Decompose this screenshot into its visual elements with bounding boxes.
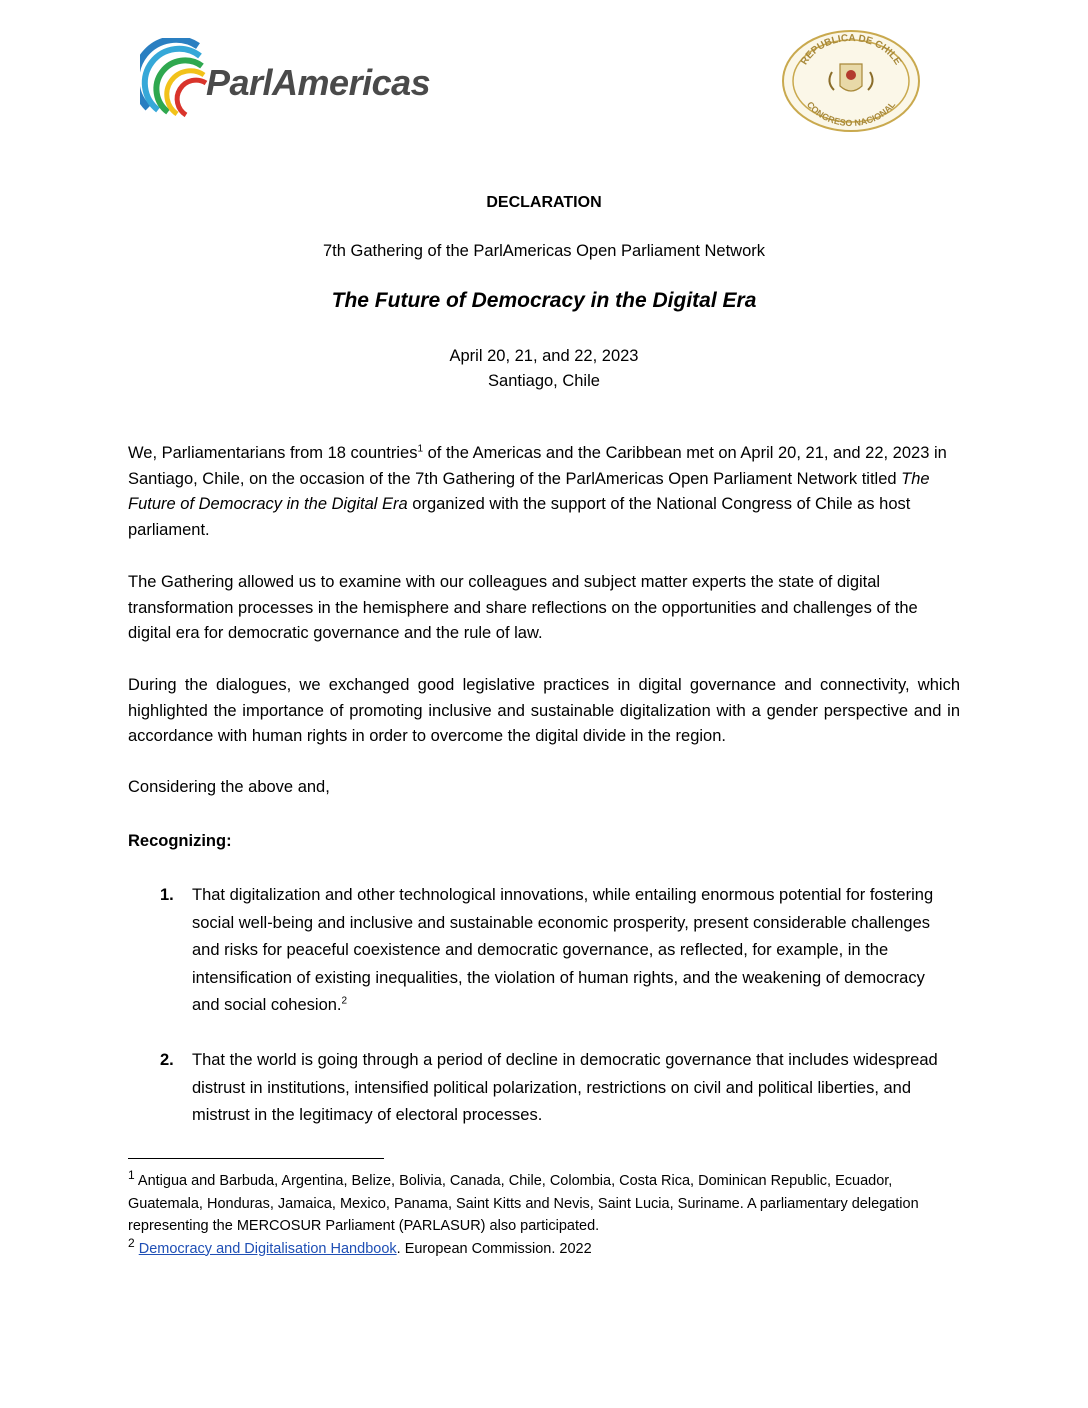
list-item-2-text: That the world is going through a period of decline in democratic governance that includes widespread distrust in institutions, intensified political polarization, restrictions on civil and political liberties, and mistrust in the legitimacy of electoral processes. (192, 1051, 938, 1124)
footnote-ref-1[interactable]: 1 (417, 443, 424, 455)
footnote-ref-2[interactable]: 2 (341, 995, 348, 1007)
date-place-block (0, 344, 1088, 394)
footnote-1-mark: 1 (128, 1168, 135, 1183)
recognizing-heading: Recognizing: (128, 832, 232, 850)
dialogues-paragraph: During the dialogues, we exchanged good legislative practices in digital governance and connectivity, which highlighted the importance of promoting inclusive and sustainable digitalization with a gender perspective and in accordance with human rights in order to overcome the digital divide in the region. (128, 676, 960, 745)
declaration-label: DECLARATION (486, 194, 602, 211)
parlamericas-arcs-icon (140, 38, 210, 123)
congreso-chile-seal (780, 28, 922, 134)
handbook-link[interactable]: Democracy and Digitalisation Handbook (138, 1240, 397, 1257)
list-item-text (192, 882, 947, 1020)
footnote-2-mark: 2 (128, 1235, 135, 1250)
list-item-1-text: That digitalization and other technological innovations, while entailing enormous potential for fostering social well-being and inclusive and sustainable economic prosperity, present considerable challenges and risks for peaceful coexistence and democratic governance, as reflected, for example, in the intensification of existing inequalities, the violation of human rights, and the weakening of democracy and social cohesion. (192, 886, 934, 1014)
list-item-number: 1. (160, 886, 174, 904)
p1-part-c: organized with the support of the National Congress of Chile as host parliament. (128, 495, 911, 539)
gathering-paragraph: The Gathering allowed us to examine with our colleagues and subject matter experts the state of digital transformation processes in the hemisphere and share reflections on the opportunities and challenges of the digital era for democratic governance and the rule of law. (128, 573, 918, 642)
footnotes (128, 1170, 928, 1260)
considering-paragraph: Considering the above and, (128, 778, 330, 796)
seal-icon (780, 28, 922, 134)
list-item-number: 2. (160, 1051, 174, 1069)
footnote-2 (128, 1235, 928, 1261)
footnote-divider (128, 1158, 384, 1159)
seal-top-text: REPUBLICA DE CHILE (798, 32, 904, 67)
intro-paragraph (128, 441, 960, 543)
logo-wordmark: ParlAmericas (206, 62, 431, 103)
parlamericas-logo (140, 38, 460, 123)
footnote-1 (128, 1170, 928, 1238)
date-line: April 20, 21, and 22, 2023 (449, 347, 639, 365)
gathering-line: 7th Gathering of the ParlAmericas Open Parliament Network (322, 242, 766, 260)
footnote-2-text: . European Commission. 2022 (396, 1240, 592, 1257)
place-line: Santiago, Chile (488, 372, 600, 390)
p1-part-a: We, Parliamentarians from 18 countries (128, 444, 418, 462)
document-title: The Future of Democracy in the Digital Era (331, 289, 757, 312)
seal-bottom-text: CONGRESO NACIONAL (804, 99, 898, 129)
p1-part-b: of the Americas and the Caribbean met on April 20, 21, and 22, 2023 in Santiago, Chile, on the occasion of the 7th Gathering of the ParlAmericas Open Parliament Network titled (128, 444, 947, 488)
footnote-1-text: Antigua and Barbuda, Argentina, Belize, Bolivia, Canada, Chile, Colombia, Costa Rica, Dominican Republic, Ecuador, Guatemala, Honduras, Jamaica, Mexico, Panama, Saint Kitts and Nevis, Saint Lucia, Suriname. A parliamentary delegation representing the MERCOSUR Parliament (PARLASUR) also participated. (128, 1173, 919, 1234)
p1-italic-title: The Future of Democracy in the Digital Era (128, 469, 930, 513)
